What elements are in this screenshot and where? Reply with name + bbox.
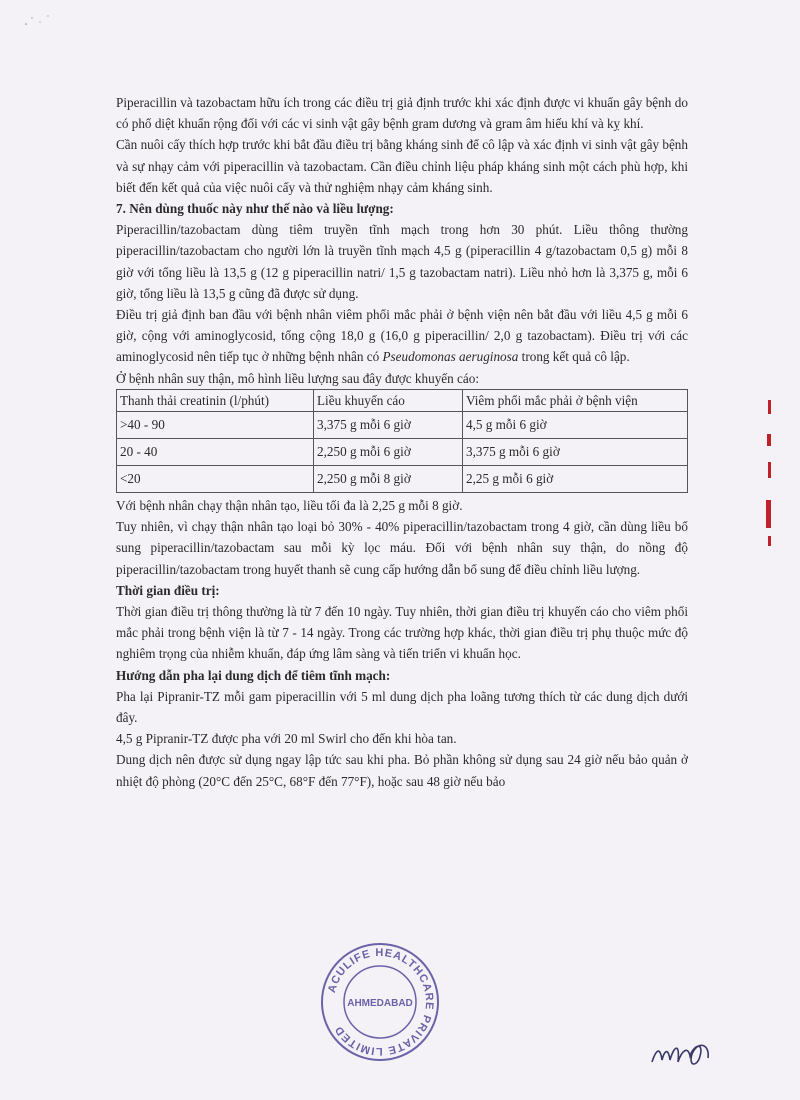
paragraph-pneumonia-text: Điều trị giả định ban đầu với bệnh nhân viêm phổi mắc phải ở bệnh viện nên bắt đầu với liều 4,5 g mỗi 6 giờ, cộng với aminoglycosid, tổng cộng 18,0 g (16,0 g piperacillin/ 2,0 g tazobactam). Điều trị với các aminoglycosid nên tiếp tục ở những bệnh nhân có: [116, 307, 688, 365]
seal-inner-text: AHMEDABAD: [347, 998, 413, 1009]
paragraph-duration: Thời gian điều trị thông thường là từ 7 đến 10 ngày. Tuy nhiên, thời gian điều trị khuyến cáo cho viêm phổi mắc phải trong bệnh viện là từ 7 - 14 ngày. Trong các trường hợp khác, thời gian điều trị phụ thuộc mức độ nghiêm trọng của nhiễm khuẩn, đáp ứng lâm sàng và tiến triển vi khuẩn học.: [116, 604, 688, 662]
table-header-cell: Liều khuyến cáo: [314, 389, 463, 411]
table-cell: 2,250 g mỗi 6 giờ: [314, 439, 463, 466]
table-row: [117, 466, 688, 493]
section-heading-reconstitution: Hướng dẫn pha lại dung dịch để tiêm tĩnh mạch:: [116, 667, 391, 683]
table-cell: 2,250 g mỗi 8 giờ: [314, 466, 463, 493]
margin-red-marks: [762, 400, 778, 550]
paragraph-dialysis-max: Với bệnh nhân chạy thận nhân tạo, liều tối đa là 2,25 g mỗi 8 giờ.: [116, 498, 463, 514]
document-body: [116, 92, 688, 792]
table-row: [117, 439, 688, 466]
paragraph-pneumonia: [116, 304, 688, 368]
organism-name: Pseudomonas aeruginosa: [382, 349, 519, 365]
company-seal-stamp: [318, 940, 442, 1064]
paragraph-swirl: 4,5 g Pipranir-TZ được pha với 20 ml Swirl cho đến khi hòa tan.: [116, 731, 457, 747]
paragraph-renal-intro: Ở bệnh nhân suy thận, mô hình liều lượng sau đây được khuyến cáo:: [116, 370, 479, 386]
table-cell: <20: [117, 466, 314, 493]
table-cell: 2,25 g mỗi 6 giờ: [463, 466, 688, 493]
scan-speckles: [20, 10, 80, 34]
paragraph-adult-dose: Piperacillin/tazobactam dùng tiêm truyền tĩnh mạch trong hơn 30 phút. Liều thông thường piperacillin/tazobactam cho người lớn là truyền tĩnh mạch 4,5 g (piperacillin 4 g/tazobactam 0,5 g) mỗi 8 giờ với tổng liều là 13,5 g (12 g piperacillin natri/ 1,5 g tazobactam natri). Liều nhỏ hơn là 3,375 g, mỗi 6 giờ, tổng liều là 13,5 g cũng đã được sử dụng.: [116, 222, 688, 301]
handwritten-signature: [648, 1032, 718, 1074]
table-cell: >40 - 90: [117, 412, 314, 439]
paragraph-reconstitution: Pha lại Pipranir-TZ mỗi gam piperacillin với 5 ml dung dịch pha loãng tương thích từ các dung dịch dưới đây.: [116, 688, 688, 726]
table-cell: 20 - 40: [117, 439, 314, 466]
section-heading-duration: Thời gian điều trị:: [116, 582, 220, 598]
paragraph-intro: Piperacillin và tazobactam hữu ích trong các điều trị giả định trước khi xác định được vi khuẩn gây bệnh do có phổ diệt khuẩn rộng đối với các vi sinh vật gây bệnh gram dương và gram âm hiếu khí và kỵ khí.: [116, 95, 688, 132]
table-header-cell: Viêm phổi mắc phải ở bệnh viện: [463, 389, 688, 411]
paragraph-culture: Cần nuôi cấy thích hợp trước khi bắt đầu điều trị bằng kháng sinh để cô lập và xác định vi sinh vật gây bệnh và sự nhạy cảm với piperacillin và tazobactam. Cần điều chỉnh liệu pháp kháng sinh một cách phù hợp, khi biết đến kết quả của việc nuôi cấy và thử nghiệm nhạy cảm kháng sinh.: [116, 137, 688, 195]
section-heading-dosage: 7. Nên dùng thuốc này như thế nào và liều lượng:: [116, 201, 394, 217]
table-header-row: [117, 389, 688, 411]
paragraph-dialysis-supplement: Tuy nhiên, vì chạy thận nhân tạo loại bỏ 30% - 40% piperacillin/tazobactam trong 4 giờ, cần dùng liều bổ sung piperacillin/tazobactam sau mỗi kỳ lọc máu. Đối với bệnh nhân suy thận, do nồng độ piperacillin/tazobactam trong huyết thanh sẽ cung cấp hướng dẫn bổ sung để điều chỉnh liều lượng.: [116, 519, 688, 577]
paragraph-storage: Dung dịch nên được sử dụng ngay lập tức sau khi pha. Bỏ phần không sử dụng sau 24 giờ nếu bảo quản ở nhiệt độ phòng (20°C đến 25°C, 68°F đến 77°F), hoặc sau 48 giờ nếu bảo: [116, 752, 688, 789]
table-header-cell: Thanh thải creatinin (l/phút): [117, 389, 314, 411]
table-row: [117, 412, 688, 439]
table-cell: 3,375 g mỗi 6 giờ: [463, 439, 688, 466]
table-cell: 4,5 g mỗi 6 giờ: [463, 412, 688, 439]
renal-dosage-table: [116, 389, 688, 493]
paragraph-pneumonia-tail: trong kết quả cô lập.: [518, 349, 630, 365]
table-cell: 3,375 g mỗi 6 giờ: [314, 412, 463, 439]
seal-outer-text: ACULIFE HEALTHCARE PRIVATE LIMITED: [325, 946, 436, 1058]
